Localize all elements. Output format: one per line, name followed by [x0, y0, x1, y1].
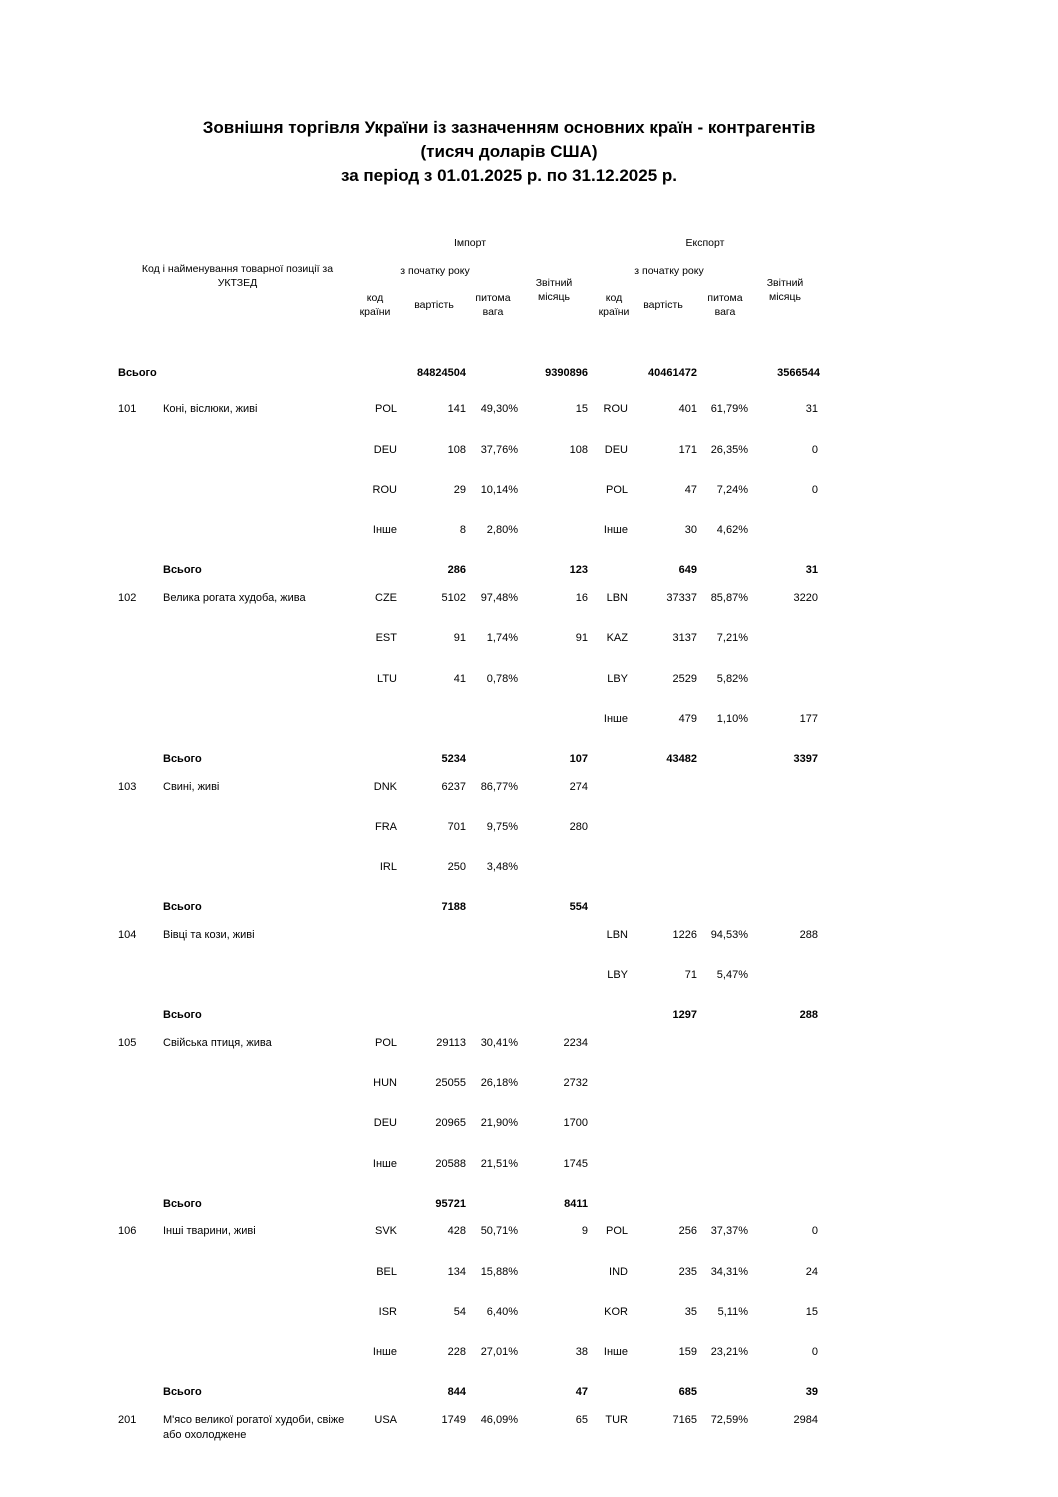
- row-ic: USA: [374, 1414, 397, 1426]
- row-ic: Інше: [372, 524, 397, 536]
- header-import-share: питома вага: [475, 292, 511, 318]
- row-code: 104: [118, 929, 137, 941]
- row-im: 91: [575, 632, 588, 644]
- row-is: 0,78%: [486, 673, 518, 685]
- row-is: 26,18%: [480, 1077, 518, 1089]
- row-iv: 1749: [441, 1414, 466, 1426]
- row-em: 288: [799, 929, 818, 941]
- row-im: 1700: [563, 1117, 588, 1129]
- total-im: 123: [569, 564, 588, 576]
- row-iv: 29113: [436, 1037, 466, 1049]
- row-name: Інші тварини, живі: [163, 1225, 256, 1237]
- row-ev: 2529: [672, 673, 697, 685]
- row-iv: 41: [453, 673, 466, 685]
- row-code: 101: [118, 403, 137, 415]
- header-export-value: вартість: [643, 299, 683, 311]
- row-is: 21,90%: [480, 1117, 518, 1129]
- row-iv: 54: [453, 1306, 466, 1318]
- header-import-country-code: код країни: [359, 292, 391, 318]
- row-ic: EST: [375, 632, 397, 644]
- row-ic: Інше: [372, 1158, 397, 1170]
- total-name: Всього: [163, 564, 202, 576]
- header-import: Імпорт: [453, 237, 487, 249]
- row-em: 0: [811, 1346, 818, 1358]
- total-name: Всього: [163, 901, 202, 913]
- row-ev: 401: [678, 403, 697, 415]
- row-is: 30,41%: [480, 1037, 518, 1049]
- row-ec: Інше: [603, 524, 628, 536]
- row-ec: TUR: [605, 1414, 628, 1426]
- total-ev: 649: [678, 564, 697, 576]
- row-ec: Інше: [603, 713, 628, 725]
- row-code: 103: [118, 781, 137, 793]
- row-em: 2984: [793, 1414, 818, 1426]
- row-iv: 134: [447, 1266, 466, 1278]
- row-iv: 108: [447, 444, 466, 456]
- row-im: 108: [569, 444, 588, 456]
- row-ec: KOR: [604, 1306, 628, 1318]
- row-is: 97,48%: [480, 592, 518, 604]
- row-ic: ROU: [372, 484, 397, 496]
- row-ec: LBN: [606, 592, 628, 604]
- header-export-country-code: код країни: [598, 292, 630, 318]
- total-iv: 7188: [441, 901, 466, 913]
- header-export-share: питома вага: [707, 292, 743, 318]
- row-iv: 5102: [441, 592, 466, 604]
- row-code: 105: [118, 1037, 137, 1049]
- row-im: 15: [575, 403, 588, 415]
- header-import-value: вартість: [414, 299, 454, 311]
- row-im: 2732: [563, 1077, 588, 1089]
- row-ic: IRL: [379, 861, 397, 873]
- row-ev: 479: [678, 713, 697, 725]
- row-ev: 37337: [666, 592, 697, 604]
- total-name: Всього: [163, 1198, 202, 1210]
- row-iv: 8: [459, 524, 466, 536]
- grand-total-import-value: 84824504: [417, 367, 466, 379]
- total-em: 3397: [793, 753, 818, 765]
- row-name: Свійська птиця, жива: [163, 1037, 272, 1049]
- row-name: Свині, живі: [163, 781, 220, 793]
- row-es: 26,35%: [710, 444, 748, 456]
- total-em: 31: [805, 564, 818, 576]
- row-iv: 20588: [435, 1158, 466, 1170]
- row-em: 177: [799, 713, 818, 725]
- row-em: 0: [811, 484, 818, 496]
- row-is: 9,75%: [486, 821, 518, 833]
- row-ec: IND: [609, 1266, 628, 1278]
- total-ev: 685: [678, 1386, 697, 1398]
- row-is: 2,80%: [486, 524, 518, 536]
- row-ec: Інше: [603, 1346, 628, 1358]
- grand-total-label: Всього: [118, 367, 157, 379]
- row-ec: LBY: [607, 969, 628, 981]
- row-iv: 20965: [435, 1117, 466, 1129]
- header-export: Експорт: [685, 237, 725, 249]
- row-es: 1,10%: [716, 713, 748, 725]
- row-im: 9: [581, 1225, 588, 1237]
- row-ec: ROU: [603, 403, 628, 415]
- row-iv: 29: [453, 484, 466, 496]
- row-em: 0: [811, 1225, 818, 1237]
- row-ev: 47: [684, 484, 697, 496]
- row-im: 65: [575, 1414, 588, 1426]
- total-ev: 1297: [672, 1009, 697, 1021]
- row-is: 1,74%: [486, 632, 518, 644]
- row-ic: DEU: [373, 444, 397, 456]
- row-ic: DEU: [373, 1117, 397, 1129]
- total-im: 47: [575, 1386, 588, 1398]
- total-im: 107: [569, 753, 588, 765]
- row-ev: 30: [684, 524, 697, 536]
- row-code: 106: [118, 1225, 137, 1237]
- row-ec: POL: [605, 1225, 628, 1237]
- row-ic: LTU: [377, 673, 397, 685]
- row-name: Коні, віслюки, живі: [163, 403, 258, 415]
- row-ic: POL: [374, 403, 397, 415]
- report-units: (тисяч доларів США): [420, 142, 598, 161]
- row-es: 72,59%: [710, 1414, 748, 1426]
- row-is: 15,88%: [480, 1266, 518, 1278]
- row-ic: Інше: [372, 1346, 397, 1358]
- row-ev: 171: [678, 444, 697, 456]
- row-es: 5,82%: [716, 673, 748, 685]
- report-title: Зовнішня торгівля України із зазначенням основних країн - контрагентів: [202, 118, 816, 137]
- total-name: Всього: [163, 1009, 202, 1021]
- row-ic: BEL: [376, 1266, 397, 1278]
- header-import-since-year: з початку року: [400, 265, 470, 277]
- row-code: 201: [118, 1414, 137, 1426]
- total-ev: 43482: [666, 753, 697, 765]
- row-ic: ISR: [378, 1306, 397, 1318]
- total-em: 288: [799, 1009, 818, 1021]
- row-is: 86,77%: [480, 781, 518, 793]
- row-is: 49,30%: [480, 403, 518, 415]
- header-export-month: Звітний місяць: [766, 277, 804, 303]
- row-em: 15: [805, 1306, 818, 1318]
- row-iv: 428: [447, 1225, 466, 1237]
- row-code: 102: [118, 592, 137, 604]
- row-em: 31: [805, 403, 818, 415]
- row-im: 38: [575, 1346, 588, 1358]
- row-im: 16: [575, 592, 588, 604]
- row-ev: 256: [678, 1225, 697, 1237]
- row-em: 3220: [793, 592, 818, 604]
- row-ev: 71: [684, 969, 697, 981]
- row-ic: SVK: [374, 1225, 397, 1237]
- row-is: 46,09%: [480, 1414, 518, 1426]
- row-ic: HUN: [373, 1077, 397, 1089]
- row-im: 1745: [563, 1158, 588, 1170]
- row-ev: 1226: [672, 929, 697, 941]
- row-ev: 7165: [672, 1414, 697, 1426]
- grand-total-import-month: 9390896: [545, 367, 588, 379]
- total-iv: 286: [447, 564, 466, 576]
- total-name: Всього: [163, 1386, 202, 1398]
- header-import-month: Звітний місяць: [535, 277, 573, 303]
- row-es: 23,21%: [710, 1346, 748, 1358]
- row-iv: 701: [447, 821, 466, 833]
- row-ic: POL: [374, 1037, 397, 1049]
- row-name: М'ясо великої рогатої худоби, свіже або охолоджене: [163, 1414, 345, 1441]
- grand-total-export-month: 3566544: [777, 367, 820, 379]
- row-ec: LBY: [607, 673, 628, 685]
- row-is: 50,71%: [480, 1225, 518, 1237]
- report-period: за період з 01.01.2025 р. по 31.12.2025 р.: [340, 166, 677, 185]
- row-ic: CZE: [375, 592, 397, 604]
- row-ev: 159: [678, 1346, 697, 1358]
- row-is: 21,51%: [480, 1158, 518, 1170]
- row-es: 85,87%: [710, 592, 748, 604]
- row-ec: POL: [605, 484, 628, 496]
- row-iv: 250: [447, 861, 466, 873]
- header-export-since-year: з початку року: [634, 265, 704, 277]
- row-is: 10,14%: [480, 484, 518, 496]
- row-ev: 35: [684, 1306, 697, 1318]
- total-name: Всього: [163, 753, 202, 765]
- row-iv: 141: [447, 403, 466, 415]
- header-code-name: Код і найменування товарної позиції за УКТЗЕД: [141, 263, 334, 289]
- row-iv: 91: [453, 632, 466, 644]
- row-ev: 3137: [672, 632, 697, 644]
- row-iv: 25055: [435, 1077, 466, 1089]
- row-iv: 228: [447, 1346, 466, 1358]
- row-es: 61,79%: [710, 403, 748, 415]
- row-em: 24: [805, 1266, 818, 1278]
- row-ec: LBN: [606, 929, 628, 941]
- total-iv: 844: [447, 1386, 466, 1398]
- row-es: 7,24%: [716, 484, 748, 496]
- row-es: 37,37%: [710, 1225, 748, 1237]
- row-ic: DNK: [373, 781, 397, 793]
- total-im: 8411: [564, 1198, 588, 1210]
- row-im: 274: [569, 781, 588, 793]
- row-name: Велика рогата худоба, жива: [163, 592, 306, 604]
- row-iv: 6237: [441, 781, 466, 793]
- row-es: 94,53%: [710, 929, 748, 941]
- row-is: 6,40%: [486, 1306, 518, 1318]
- row-ic: FRA: [375, 821, 397, 833]
- row-im: 280: [569, 821, 588, 833]
- row-es: 34,31%: [710, 1266, 748, 1278]
- row-name: Вівці та кози, живі: [163, 929, 255, 941]
- row-ev: 235: [678, 1266, 697, 1278]
- row-is: 37,76%: [480, 444, 518, 456]
- total-im: 554: [569, 901, 588, 913]
- grand-total-export-value: 40461472: [648, 367, 697, 379]
- row-es: 7,21%: [716, 632, 748, 644]
- row-ec: KAZ: [606, 632, 628, 644]
- row-es: 5,47%: [716, 969, 748, 981]
- row-is: 3,48%: [486, 861, 518, 873]
- total-em: 39: [805, 1386, 818, 1398]
- total-iv: 5234: [441, 753, 466, 765]
- total-iv: 95721: [435, 1198, 466, 1210]
- row-em: 0: [811, 444, 818, 456]
- row-ec: DEU: [604, 444, 628, 456]
- row-is: 27,01%: [480, 1346, 518, 1358]
- row-im: 2234: [563, 1037, 588, 1049]
- row-es: 4,62%: [716, 524, 748, 536]
- row-es: 5,11%: [717, 1306, 748, 1318]
